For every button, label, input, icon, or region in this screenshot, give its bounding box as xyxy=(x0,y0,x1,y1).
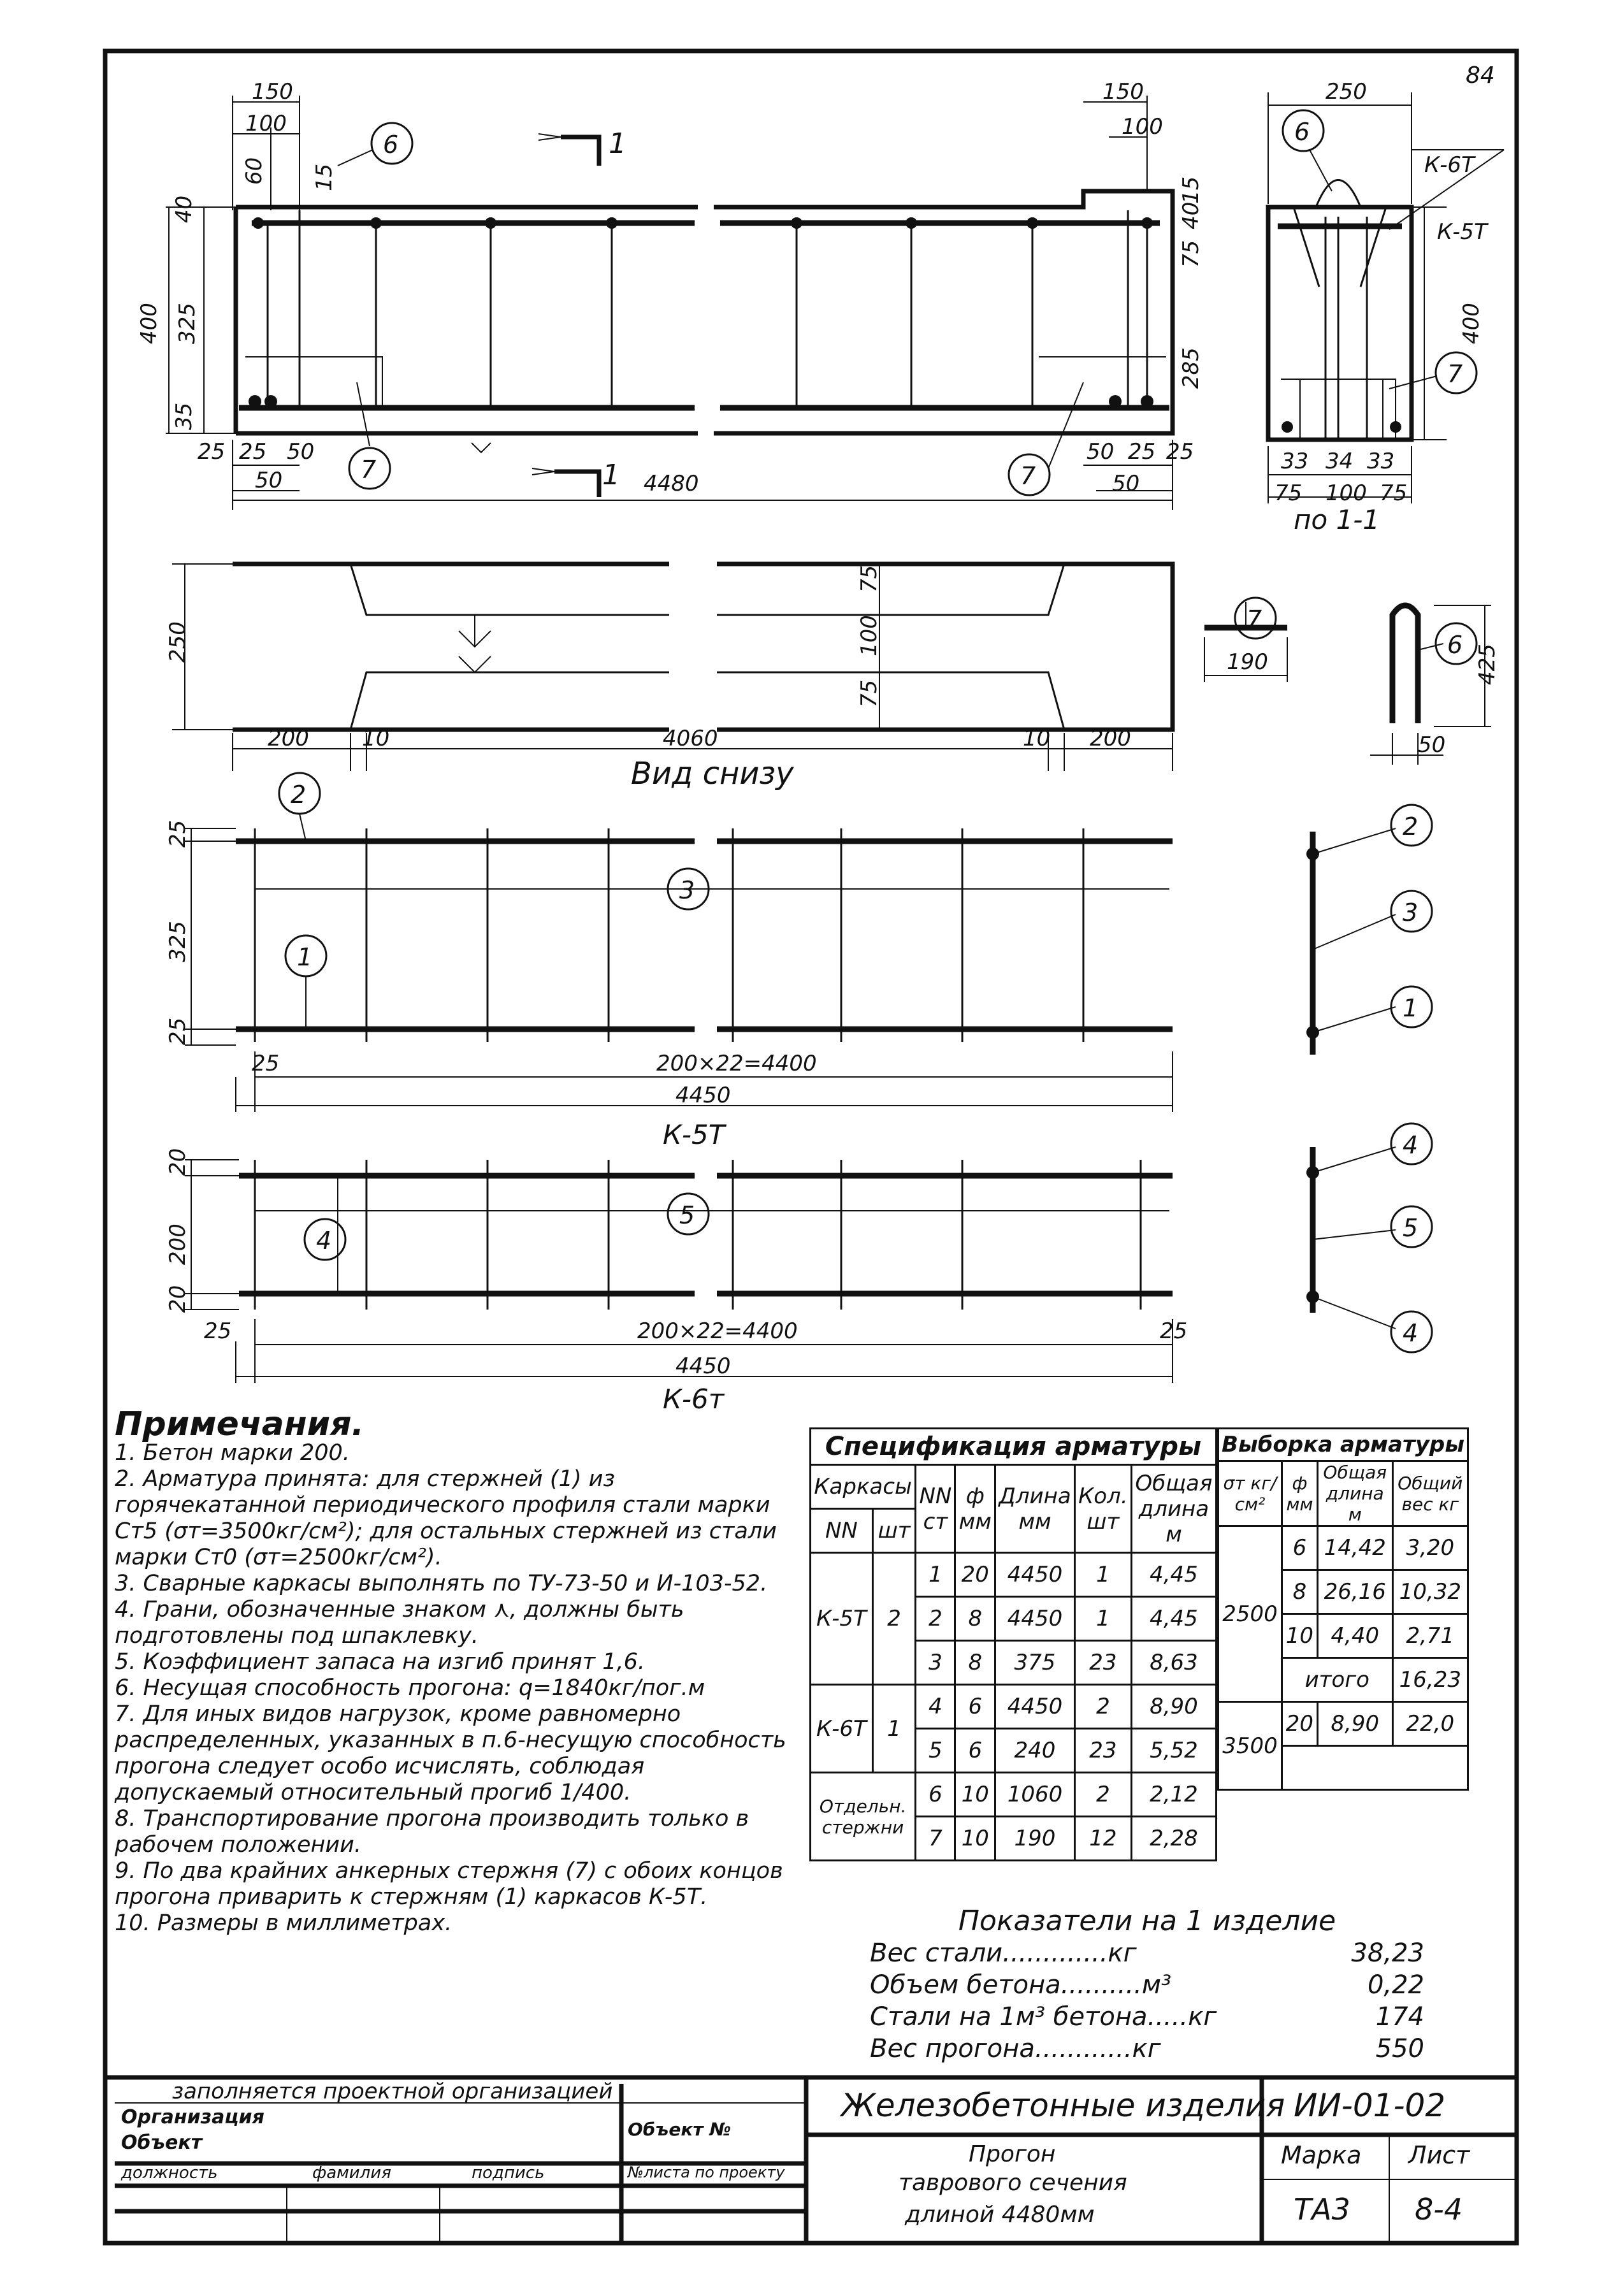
sample-sigma-2500: 2500 xyxy=(1218,1526,1282,1702)
cell: 23 xyxy=(1074,1729,1131,1773)
note-3: 3. Сварные каркасы выполнять по ТУ-73-50 и И-103-52. xyxy=(115,1571,768,1596)
cell: 4450 xyxy=(995,1597,1075,1641)
k6-dim-span: 200×22=4400 xyxy=(637,1318,798,1344)
cell: 2,28 xyxy=(1131,1817,1216,1861)
note-4: 4. Грани, обозначенные знаком ⋏, должны быть подготовлены под шпаклевку. xyxy=(115,1597,684,1649)
cell: 8 xyxy=(955,1641,995,1685)
indicator-row xyxy=(870,1937,1424,1969)
sec-label-k6t: К-6Т xyxy=(1424,152,1475,178)
indicator-label: Стали на 1м³ бетона.....кг xyxy=(870,2002,1217,2032)
spec-h-total: Общая длина м xyxy=(1131,1465,1216,1553)
cell: 8,90 xyxy=(1131,1685,1216,1729)
sample-total: 16,23 xyxy=(1392,1658,1468,1702)
rod7-dim-190: 190 xyxy=(1227,649,1268,675)
sec-label-k5t: К-5Т xyxy=(1437,219,1487,245)
marker-3-a: 3 xyxy=(679,876,695,904)
dim-100-right: 100 xyxy=(1122,114,1163,140)
cell: 5 xyxy=(916,1729,955,1773)
cell: 6 xyxy=(955,1685,995,1729)
cell: 1 xyxy=(1074,1597,1131,1641)
sample-h-w: Общий вес кг xyxy=(1392,1461,1468,1526)
dim-100-left: 100 xyxy=(245,111,287,136)
below-dim-200b: 200 xyxy=(1090,726,1131,751)
note-2: 2. Арматура принята: для стержней (1) из горячекатанной периодического профиля стали марки Ст5 (σт=3500кг/см²); для остальных стержней из стали марки Ст0 (σт=2500кг/см²). xyxy=(115,1466,777,1570)
stamp-name-2: таврового сечения xyxy=(899,2170,1127,2196)
k5-title: К-5Т xyxy=(663,1119,725,1150)
sample-total-label: итого xyxy=(1282,1658,1392,1702)
marker-7-a: 7 xyxy=(361,456,377,484)
note-9: 9. По два крайних анкерных стержня (7) с обоих концов прогона приварить к стержням (1) каркасов К-5Т. xyxy=(115,1858,783,1910)
marker-7-b: 7 xyxy=(1020,462,1036,490)
k6-dim-20b: 20 xyxy=(165,1285,191,1313)
cell: 4 xyxy=(916,1685,955,1729)
below-dim-75b: 75 xyxy=(856,679,882,707)
indicator-value: 174 xyxy=(1375,2002,1424,2032)
k6-title: К-6т xyxy=(663,1383,725,1415)
beam-elevation xyxy=(136,79,1204,510)
spec-frame-k5t: К-5Т xyxy=(811,1553,873,1685)
sec-dim-75b: 75 xyxy=(1380,480,1408,506)
cell: 240 xyxy=(995,1729,1075,1773)
marker-2-a: 2 xyxy=(291,781,307,809)
stamp-series: ИИ-01-02 xyxy=(1294,2087,1446,2124)
k6-dim-20a: 20 xyxy=(165,1148,191,1176)
marker-4-a: 4 xyxy=(316,1227,332,1255)
cell: 6 xyxy=(916,1773,955,1817)
cell: 4450 xyxy=(995,1685,1075,1729)
cell: 2,71 xyxy=(1392,1614,1468,1658)
spec-frame-qty: 2 xyxy=(872,1553,915,1685)
cell: 23 xyxy=(1074,1641,1131,1685)
cell: 2 xyxy=(1074,1773,1131,1817)
spec-separate-rods: Отдельн. стержни xyxy=(811,1773,916,1861)
dim-25-right-b: 25 xyxy=(1166,439,1194,465)
k5-dim-4450: 4450 xyxy=(675,1083,731,1108)
indicators-block xyxy=(870,1905,1424,2065)
view-below-caption: Вид снизу xyxy=(631,756,794,791)
cell: 2 xyxy=(916,1597,955,1641)
section-caption: по 1-1 xyxy=(1294,504,1380,535)
dim-25-right-a: 25 xyxy=(1128,439,1156,465)
k6-dim-200: 200 xyxy=(165,1224,191,1265)
note-6: 6. Несущая способность прогона: q=1840кг/пог.м xyxy=(115,1675,705,1701)
below-dim-200a: 200 xyxy=(268,726,309,751)
dim-25-b: 25 xyxy=(239,439,267,465)
cell: 2 xyxy=(1074,1685,1131,1729)
cell: 20 xyxy=(1282,1702,1317,1746)
marker-1-a: 1 xyxy=(297,943,313,971)
note-8: 8. Транспортирование прогона производить только в рабочем положении. xyxy=(115,1806,749,1858)
sec-dim-400: 400 xyxy=(1459,303,1484,344)
stamp-name-1: Прогон xyxy=(969,2141,1056,2167)
dim-15: 15 xyxy=(312,163,337,191)
indicator-label: Вес стали.............кг xyxy=(870,1939,1137,1968)
dim-60: 60 xyxy=(242,157,267,185)
cell: 12 xyxy=(1074,1817,1131,1861)
k5-dim-25c: 25 xyxy=(252,1051,280,1076)
cell: 8 xyxy=(1282,1570,1317,1614)
cell: 1 xyxy=(1074,1553,1131,1597)
cell: 8,90 xyxy=(1317,1702,1392,1746)
cell: 7 xyxy=(916,1817,955,1861)
cell: 4450 xyxy=(995,1553,1075,1597)
stamp-mark-heading: Марка xyxy=(1281,2141,1362,2169)
dim-50-right-b: 50 xyxy=(1112,471,1140,496)
k6-dim-25a: 25 xyxy=(204,1318,232,1344)
spec-title: Спецификация арматуры xyxy=(811,1429,1217,1465)
k6-dim-4450: 4450 xyxy=(675,1354,731,1379)
cell: 375 xyxy=(995,1641,1075,1685)
marker-6-c: 6 xyxy=(1447,631,1463,659)
note-7: 7. Для иных видов нагрузок, кроме равномерно распределенных, указанных в п.6-несущую способность прогона следует особо исчислять, соблюдая допускаемый относительный прогиб 1/400. xyxy=(115,1701,786,1805)
dim-50-b: 50 xyxy=(255,468,283,493)
section-1-1 xyxy=(1268,79,1504,535)
cell xyxy=(1282,1746,1468,1790)
indicator-row xyxy=(870,1969,1424,2001)
spec-h-rod: NN ст xyxy=(916,1465,955,1553)
cell: 26,16 xyxy=(1317,1570,1392,1614)
table-row xyxy=(1218,1702,1468,1746)
cut-label-top: 1 xyxy=(609,127,626,160)
table-row xyxy=(811,1773,1217,1817)
cell: 8,63 xyxy=(1131,1641,1216,1685)
below-dim-75a: 75 xyxy=(856,565,882,593)
reinforcement-sample-table xyxy=(1217,1427,1469,1791)
table-row xyxy=(1218,1526,1468,1570)
indicator-label: Вес прогона............кг xyxy=(870,2034,1161,2063)
table-row xyxy=(811,1685,1217,1729)
reinforcement-spec-table xyxy=(809,1427,1217,1861)
cell: 2,12 xyxy=(1131,1773,1216,1817)
below-dim-10a: 10 xyxy=(362,726,390,751)
below-dim-250: 250 xyxy=(165,621,191,663)
view-from-below xyxy=(165,564,1173,791)
stamp-sheet: 8-4 xyxy=(1415,2192,1463,2227)
marker-5-a: 5 xyxy=(679,1201,695,1229)
stamp-org: Организация xyxy=(121,2106,264,2128)
dim-35: 35 xyxy=(171,402,197,430)
stamp-product: Железобетонные изделия xyxy=(841,2087,1285,2124)
marker-6-b: 6 xyxy=(1294,118,1310,146)
rod6-dim-50: 50 xyxy=(1418,732,1446,758)
indicator-row xyxy=(870,2001,1424,2033)
stamp-mark: ТА3 xyxy=(1294,2192,1350,2227)
marker-3-b: 3 xyxy=(1403,899,1419,927)
below-dim-10b: 10 xyxy=(1023,726,1051,751)
cell: 10 xyxy=(1282,1614,1317,1658)
dim-40-left: 40 xyxy=(171,195,197,223)
cell: 10,32 xyxy=(1392,1570,1468,1614)
marker-2-b: 2 xyxy=(1403,812,1419,841)
below-dim-4060: 4060 xyxy=(663,726,718,751)
cell: 4,45 xyxy=(1131,1597,1216,1641)
k5-dim-325: 325 xyxy=(165,921,191,962)
dim-150-right: 150 xyxy=(1102,79,1144,105)
spec-frame-qty: 1 xyxy=(872,1685,915,1773)
indicator-row xyxy=(870,2033,1424,2065)
cell: 3,20 xyxy=(1392,1526,1468,1570)
cell: 1060 xyxy=(995,1773,1075,1817)
table-row xyxy=(811,1553,1217,1597)
dim-4480: 4480 xyxy=(644,471,699,496)
marker-1-b: 1 xyxy=(1403,994,1419,1022)
marker-7-c: 7 xyxy=(1447,360,1463,388)
sample-sigma-3500: 3500 xyxy=(1218,1702,1282,1790)
frame-k6t xyxy=(165,1147,1396,1415)
spec-h-d: ф мм xyxy=(955,1465,995,1553)
sec-dim-100: 100 xyxy=(1325,480,1367,506)
cell: 8 xyxy=(955,1597,995,1641)
sec-dim-33b: 33 xyxy=(1367,449,1395,474)
spec-h-sht: шт xyxy=(872,1509,915,1553)
spec-h-qty: Кол. шт xyxy=(1074,1465,1131,1553)
dim-400-left: 400 xyxy=(136,303,162,344)
spec-frame-k6t: К-6Т xyxy=(811,1685,873,1773)
sec-dim-250: 250 xyxy=(1325,79,1367,105)
note-1: 1. Бетон марки 200. xyxy=(115,1440,350,1466)
stamp-obj: Объект xyxy=(121,2132,203,2154)
stamp-obj-no: Объект № xyxy=(628,2119,732,2140)
notes-block xyxy=(115,1405,809,1937)
sheet-number: 84 xyxy=(1466,62,1495,89)
indicator-value: 0,22 xyxy=(1367,1970,1424,2000)
marker-6-a: 6 xyxy=(383,131,399,159)
dim-150-left: 150 xyxy=(252,79,293,105)
cell: 5,52 xyxy=(1131,1729,1216,1773)
marker-4-b: 4 xyxy=(1403,1131,1419,1159)
k5-dim-span: 200×22=4400 xyxy=(656,1051,817,1076)
sample-title: Выборка арматуры xyxy=(1218,1429,1468,1461)
k6-dim-25b: 25 xyxy=(1160,1318,1188,1344)
stamp-filled-by: заполняется проектной организацией xyxy=(172,2079,613,2104)
cut-label-bottom: 1 xyxy=(602,459,620,491)
dim-40-right: 40 xyxy=(1178,201,1204,229)
dim-25-a: 25 xyxy=(198,439,226,465)
rod-6-detail xyxy=(1370,605,1500,765)
stamp-surname: фамилия xyxy=(312,2163,391,2183)
cell: 10 xyxy=(955,1817,995,1861)
cell: 6 xyxy=(955,1729,995,1773)
marker-5-b: 5 xyxy=(1403,1214,1419,1242)
note-10: 10. Размеры в миллиметрах. xyxy=(115,1910,452,1936)
indicator-value: 550 xyxy=(1375,2034,1424,2063)
below-dim-100: 100 xyxy=(856,615,882,656)
frame-k5t xyxy=(165,820,1396,1150)
sample-h-sigma: σт кг/см² xyxy=(1218,1461,1282,1526)
cell: 22,0 xyxy=(1392,1702,1468,1746)
notes-heading: Примечания. xyxy=(115,1405,365,1443)
marker-4-c: 4 xyxy=(1403,1319,1419,1347)
marker-7-d: 7 xyxy=(1246,605,1262,633)
rod6-dim-425: 425 xyxy=(1475,644,1500,685)
cell: 3 xyxy=(916,1641,955,1685)
spec-h-frames: Каркасы xyxy=(811,1465,916,1509)
sec-dim-75a: 75 xyxy=(1275,480,1303,506)
note-5: 5. Коэффициент запаса на изгиб принят 1,6. xyxy=(115,1649,646,1675)
cell: 190 xyxy=(995,1817,1075,1861)
sample-h-len: Общая длина м xyxy=(1317,1461,1392,1526)
cell: 4,45 xyxy=(1131,1553,1216,1597)
stamp-name-3: длиной 4480мм xyxy=(905,2202,1095,2228)
stamp-sheets: №листа по проекту xyxy=(628,2163,785,2181)
spec-h-len: Длина мм xyxy=(995,1465,1075,1553)
dim-285: 285 xyxy=(1178,347,1204,389)
cell: 10 xyxy=(955,1773,995,1817)
cell: 14,42 xyxy=(1317,1526,1392,1570)
cell: 6 xyxy=(1282,1526,1317,1570)
k5-dim-25a: 25 xyxy=(165,819,191,848)
indicator-label: Объем бетона..........м³ xyxy=(870,1970,1171,2000)
sec-dim-33a: 33 xyxy=(1281,449,1309,474)
stamp-sign: подпись xyxy=(472,2163,545,2183)
dim-50-a: 50 xyxy=(287,439,315,465)
dim-325-left: 325 xyxy=(175,303,200,344)
dim-15-right: 15 xyxy=(1178,176,1204,204)
cell: 20 xyxy=(955,1553,995,1597)
indicator-value: 38,23 xyxy=(1351,1939,1424,1968)
dim-75-right: 75 xyxy=(1178,240,1204,268)
sample-h-d: ф мм xyxy=(1282,1461,1317,1526)
dim-50-right-a: 50 xyxy=(1087,439,1115,465)
sec-dim-34: 34 xyxy=(1325,449,1354,474)
cell: 1 xyxy=(916,1553,955,1597)
stamp-position: должность xyxy=(121,2163,218,2183)
indicators-title: Показатели на 1 изделие xyxy=(958,1905,1336,1937)
stamp-sheet-heading: Лист xyxy=(1408,2141,1470,2169)
spec-h-nn: NN xyxy=(811,1509,873,1553)
k5-dim-25b: 25 xyxy=(165,1017,191,1045)
cell: 4,40 xyxy=(1317,1614,1392,1658)
